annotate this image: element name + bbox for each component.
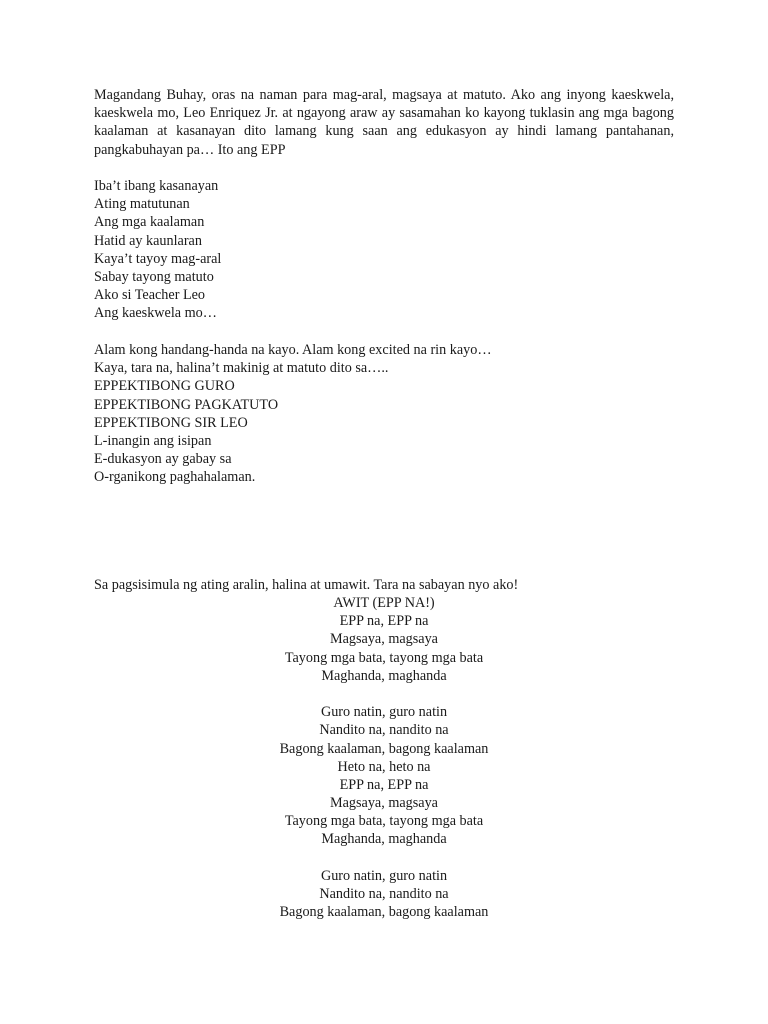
invitation-lines <box>94 341 674 487</box>
poem-line: Hatid ay kaunlaran <box>94 232 202 249</box>
stanza-gap <box>94 849 674 867</box>
lyric-line: Tayong mga bata, tayong mga bata <box>284 813 484 830</box>
song-title: AWIT (EPP NA!) <box>333 595 435 611</box>
intro-paragraph: Magandang Buhay, oras na naman para mag-aral, magsaya at matuto. Ako ang inyong kaeskwela, kaeskwela mo, Leo Enriquez Jr. at ngayong araw ay sasamahan ko kayong tuklasin ang mga bagong kaalaman at kasanayan dito lamang kung saan ang edukasyon ay hindi lamang pantahanan, pangkabuhayan pa… Ito ang EPP <box>94 87 674 158</box>
lyric-line: Magsaya, magsaya <box>330 795 438 812</box>
stanza-gap <box>94 685 674 703</box>
poem-line: Ako si Teacher Leo <box>94 287 206 304</box>
poem <box>94 177 674 323</box>
poem-line: Ang kaeskwela mo… <box>94 305 217 322</box>
invitation-line: Alam kong handang-handa na kayo. Alam kong excited na rin kayo… <box>94 342 492 358</box>
poem-line: Iba’t ibang kasanayan <box>94 178 219 194</box>
invitation-line: EPPEKTIBONG PAGKATUTO <box>94 396 279 413</box>
lyric-line: Bagong kaalaman, bagong kaalaman <box>279 740 489 757</box>
lyric-line: EPP na, EPP na <box>339 776 429 793</box>
invitation-line: Kaya, tara na, halina’t makinig at matuto dito sa….. <box>94 360 389 377</box>
lyric-line: Maghanda, maghanda <box>321 667 447 684</box>
lyric-line: Guro natin, guro natin <box>320 704 448 721</box>
acrostic-line: O-rganikong paghahalaman. <box>94 469 256 486</box>
poem-line: Sabay tayong matuto <box>94 268 214 285</box>
poem-line: Ang mga kaalaman <box>94 214 205 231</box>
song-lyrics <box>94 594 674 921</box>
lyric-line: Guro natin, guro natin <box>320 867 448 884</box>
lyric-line: Nandito na, nandito na <box>319 886 449 902</box>
lyric-line: Nandito na, nandito na <box>319 722 449 739</box>
poem-line: Ating matutunan <box>94 196 190 213</box>
lyric-line: Magsaya, magsaya <box>330 631 438 648</box>
acrostic-line: E-dukasyon ay gabay sa <box>94 451 232 468</box>
lyric-line: EPP na, EPP na <box>339 613 429 630</box>
invitation-line: EPPEKTIBONG SIR LEO <box>94 414 248 431</box>
song-intro: Sa pagsisimula ng ating aralin, halina at umawit. Tara na sabayan nyo ako! <box>94 577 519 593</box>
acrostic-line: L-inangin ang isipan <box>94 432 212 449</box>
lyric-line: Tayong mga bata, tayong mga bata <box>284 649 484 666</box>
lyric-line: Maghanda, maghanda <box>321 831 447 848</box>
lyric-line: Bagong kaalaman, bagong kaalaman <box>279 904 489 921</box>
invitation-line: EPPEKTIBONG GURO <box>94 378 235 395</box>
poem-line: Kaya’t tayoy mag-aral <box>94 250 222 267</box>
lyric-line: Heto na, heto na <box>337 758 431 775</box>
